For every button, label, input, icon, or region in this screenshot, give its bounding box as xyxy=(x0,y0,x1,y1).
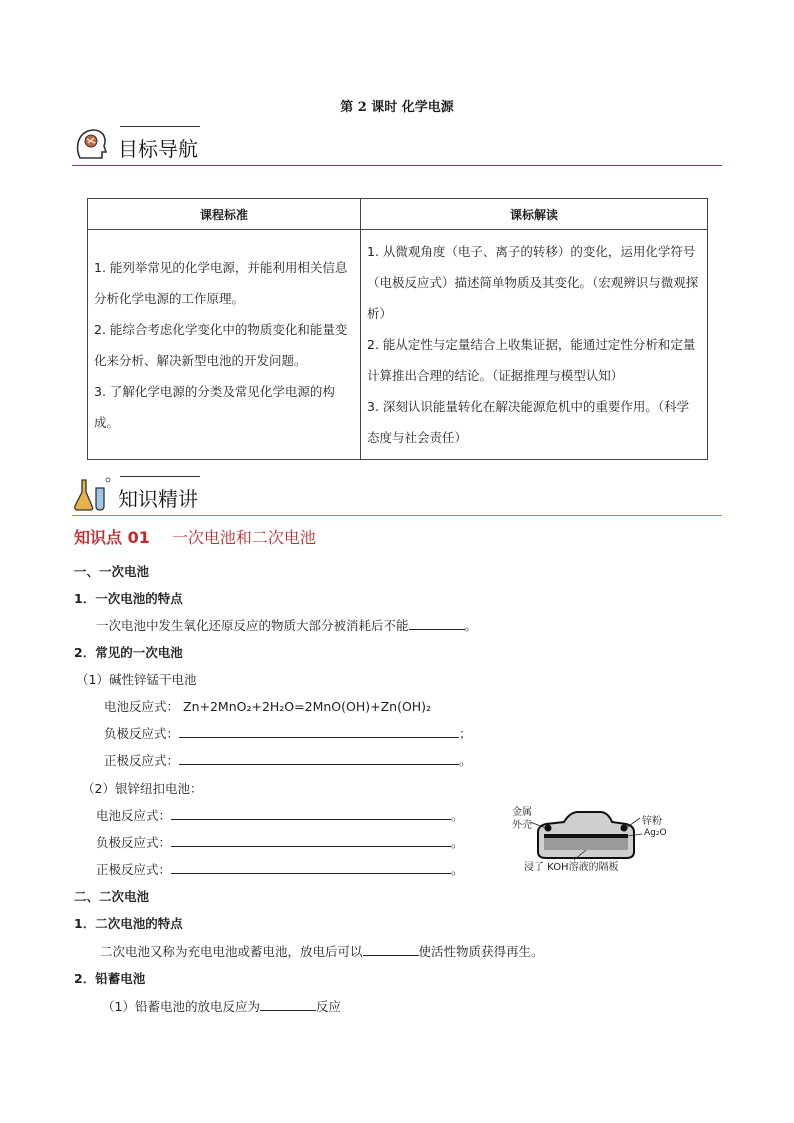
kp-title: 一次电池和二次电池 xyxy=(171,528,316,547)
subheading: 1．一次电池的特点 xyxy=(74,591,183,606)
fill-blank[interactable] xyxy=(179,752,459,765)
subheading: 2．铅蓄电池 xyxy=(74,971,146,986)
interpretation-item: 3. 深刻认识能量转化在解决能源危机中的重要作用。（科学态度与社会责任） xyxy=(367,399,690,445)
fill-blank[interactable] xyxy=(171,807,451,820)
equation-line: 负极反应式： 。 xyxy=(96,835,464,850)
flask-icon xyxy=(72,474,112,514)
figure-label: 浸了 KOH溶液的隔板 xyxy=(524,862,619,873)
paragraph: 一次电池中发生氧化还原反应的物质大部分被消耗后不能 。 xyxy=(96,618,478,633)
equation-line: 正极反应式： 。 xyxy=(96,862,464,877)
figure-label: 锌粉 xyxy=(642,816,662,827)
paragraph: 二次电池又称为充电电池或蓄电池，放电后可以 使活性物质获得再生。 xyxy=(100,944,544,959)
item-title: （2）银锌纽扣电池： xyxy=(82,781,203,796)
kp-label: 知识点 01 xyxy=(74,528,150,547)
section-header-knowledge xyxy=(72,472,722,516)
button-cell-figure xyxy=(508,800,698,872)
table-header: 课程标准 xyxy=(88,199,361,230)
equation-line: 电池反应式： Zn+2MnO₂+2H₂O=2MnO(OH)+Zn(OH)₂ xyxy=(104,699,432,714)
standard-item: 1. 能列举常见的化学电源，并能利用相关信息分析化学电源的工作原理。 xyxy=(94,259,348,306)
standard-item: 2. 能综合考虑化学变化中的物质变化和能量变化来分析、解决新型电池的开发问题。 xyxy=(94,321,348,368)
equation-line: 正极反应式： 。 xyxy=(104,753,472,768)
table-cell-standards xyxy=(88,230,361,460)
equation-line: 电池反应式： 。 xyxy=(96,808,464,823)
standard-item: 3. 了解化学电源的分类及常见化学电源的构成。 xyxy=(94,383,335,430)
heading-secondary-battery: 二、二次电池 xyxy=(74,889,150,904)
interpretation-item: 1. 从微观角度（电子、离子的转移）的变化，运用化学符号（电极反应式）描述简单物质及其变化。（宏观辨识与微观探析） xyxy=(367,244,699,321)
paragraph: （1）铅蓄电池的放电反应为 反应 xyxy=(102,999,341,1014)
interpretation-item: 2. 能从定性与定量结合上收集证据，能通过定性分析和定量计算推出合理的结论。（证据推理与模型认知） xyxy=(367,337,696,383)
heading-primary-battery: 一、一次电池 xyxy=(74,564,150,579)
equation-line: 负极反应式： ； xyxy=(104,726,472,741)
equation: Zn+2MnO₂+2H₂O=2MnO(OH)+Zn(OH)₂ xyxy=(183,699,432,714)
page-title: 第 2 课时 化学电源 xyxy=(340,100,454,115)
fill-blank[interactable] xyxy=(363,943,419,956)
section-heading: 知识精讲 xyxy=(118,487,198,511)
fill-blank[interactable] xyxy=(260,998,316,1011)
table-header: 课标解读 xyxy=(361,199,708,230)
section-heading: 目标导航 xyxy=(118,137,198,161)
fill-blank[interactable] xyxy=(171,861,451,874)
subheading: 1．二次电池的特点 xyxy=(74,916,183,931)
item-title: （1）碱性锌锰干电池 xyxy=(76,672,197,687)
table-cell-interpretation xyxy=(361,230,708,460)
knowledge-point-title xyxy=(74,525,316,548)
fill-blank[interactable] xyxy=(409,617,465,630)
section-header-goals xyxy=(72,122,722,166)
fill-blank[interactable] xyxy=(171,834,451,847)
figure-label: Ag₂O xyxy=(644,828,667,838)
head-brain-icon xyxy=(72,124,112,164)
standards-table xyxy=(87,198,708,460)
fill-blank[interactable] xyxy=(179,725,459,738)
figure-label: 金属 外壳 xyxy=(512,807,532,831)
subheading: 2．常见的一次电池 xyxy=(74,645,183,660)
